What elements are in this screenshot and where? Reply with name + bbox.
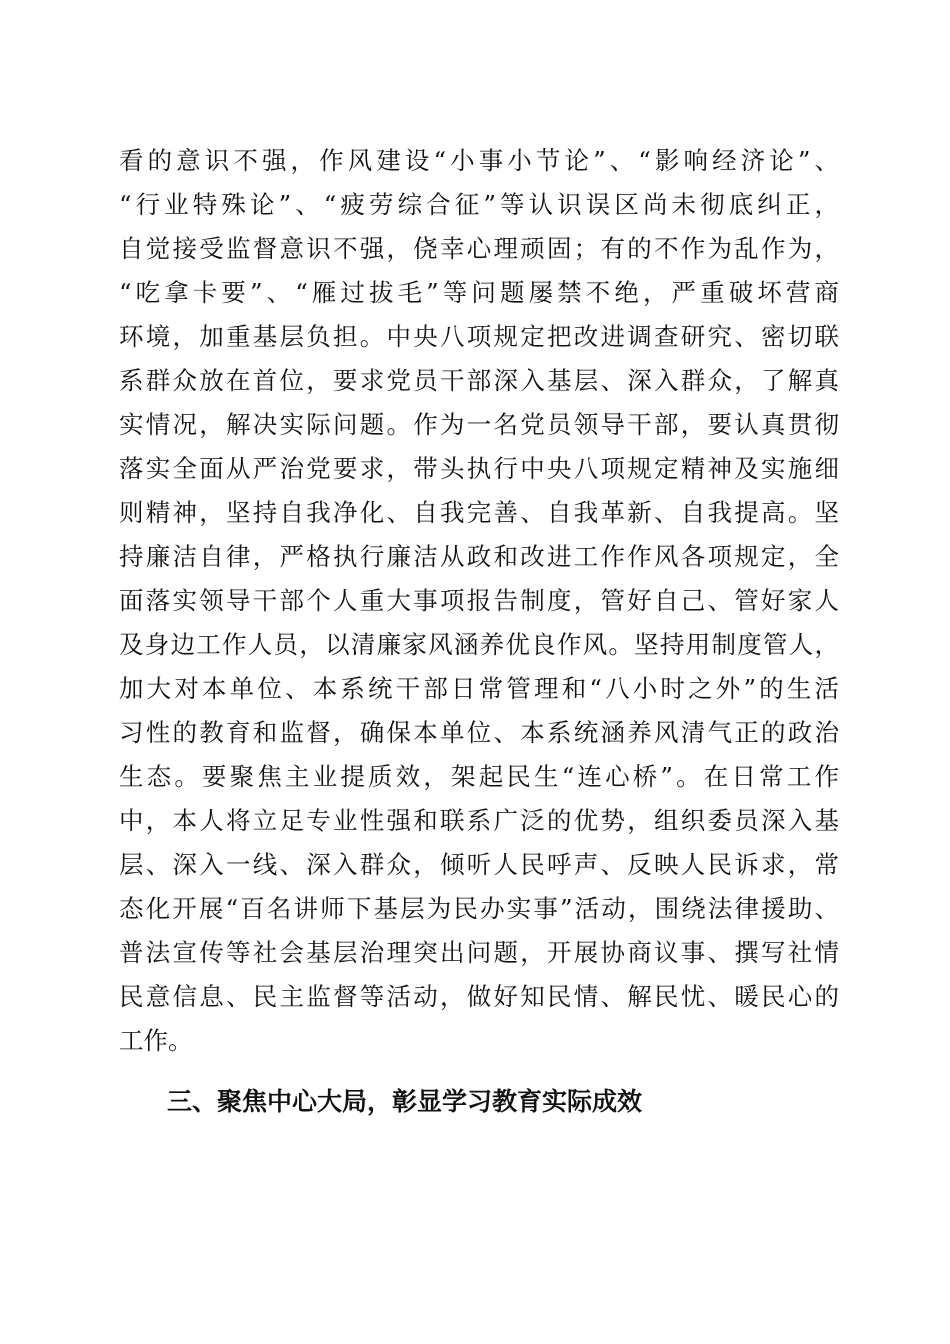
text-line: 环境，加重基层负担。中央八项规定把改进调查研究、密切联 bbox=[119, 322, 839, 351]
text-line: 生态。要聚焦主业提质效，架起民生“连心桥”。在日常工作 bbox=[119, 762, 839, 791]
text-line: 系群众放在首位，要求党员干部深入基层、深入群众，了解真 bbox=[119, 366, 839, 395]
text-line: 实情况，解决实际问题。作为一名党员领导干部，要认真贯彻 bbox=[119, 410, 839, 439]
text-line: 中，本人将立足专业性强和联系广泛的优势，组织委员深入基 bbox=[119, 806, 839, 835]
text-line: 看的意识不强，作风建设“小事小节论”、“影响经济论”、 bbox=[119, 146, 839, 175]
text-line: 加大对本单位、本系统干部日常管理和“八小时之外”的生活 bbox=[119, 674, 839, 703]
text-line: 工作。 bbox=[119, 1026, 193, 1055]
text-line: 层、深入一线、深入群众，倾听人民呼声、反映人民诉求，常 bbox=[119, 850, 839, 879]
text-line: 普法宣传等社会基层治理突出问题，开展协商议事、撰写社情 bbox=[119, 938, 839, 967]
text-line: 落实全面从严治党要求，带头执行中央八项规定精神及实施细 bbox=[119, 454, 839, 483]
text-line: 民意信息、民主监督等活动，做好知民情、解民忧、暖民心的 bbox=[119, 982, 839, 1011]
text-line: 及身边工作人员，以清廉家风涵养优良作风。坚持用制度管人， bbox=[119, 630, 839, 659]
text-line: 面落实领导干部个人重大事项报告制度，管好自己、管好家人 bbox=[119, 586, 839, 615]
text-line: 态化开展“百名讲师下基层为民办实事”活动，围绕法律援助、 bbox=[119, 894, 839, 923]
text-line: “吃拿卡要”、“雁过拔毛”等问题屡禁不绝，严重破坏营商 bbox=[119, 278, 839, 307]
text-line: 持廉洁自律，严格执行廉洁从政和改进工作作风各项规定，全 bbox=[119, 542, 839, 571]
section-heading: 三、聚焦中心大局，彰显学习教育实际成效 bbox=[167, 1087, 643, 1116]
text-line: 则精神，坚持自我净化、自我完善、自我革新、自我提高。坚 bbox=[119, 498, 839, 527]
text-line: 习性的教育和监督，确保本单位、本系统涵养风清气正的政治 bbox=[119, 718, 839, 747]
text-line: “行业特殊论”、“疲劳综合征”等认识误区尚未彻底纠正， bbox=[119, 190, 839, 219]
body-paragraph bbox=[119, 139, 839, 1063]
text-line: 自觉接受监督意识不强，侥幸心理顽固；有的不作为乱作为， bbox=[119, 234, 839, 263]
